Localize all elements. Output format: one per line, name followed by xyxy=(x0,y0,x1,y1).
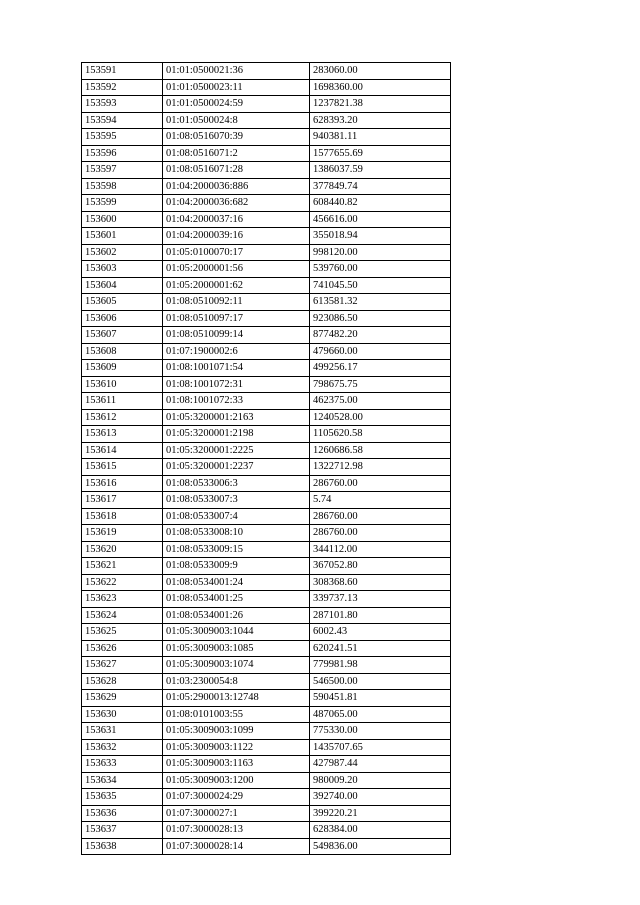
row-number-cell: 153620 xyxy=(82,541,163,558)
value-cell: 1260686.58 xyxy=(310,442,451,459)
cadastral-number-cell: 01:07:3000024:29 xyxy=(163,789,310,806)
cadastral-number-cell: 01:08:0533008:10 xyxy=(163,525,310,542)
row-number-cell: 153635 xyxy=(82,789,163,806)
cadastral-number-cell: 01:01:0500024:59 xyxy=(163,96,310,113)
cadastral-number-cell: 01:01:0500023:11 xyxy=(163,79,310,96)
cadastral-number-cell: 01:05:3009003:1200 xyxy=(163,772,310,789)
value-cell: 1386037.59 xyxy=(310,162,451,179)
value-cell: 590451.81 xyxy=(310,690,451,707)
row-number-cell: 153600 xyxy=(82,211,163,228)
row-number-cell: 153611 xyxy=(82,393,163,410)
table-row xyxy=(82,426,451,443)
value-cell: 923086.50 xyxy=(310,310,451,327)
row-number-cell: 153628 xyxy=(82,673,163,690)
table-row xyxy=(82,376,451,393)
row-number-cell: 153629 xyxy=(82,690,163,707)
value-cell: 1322712.98 xyxy=(310,459,451,476)
cadastral-number-cell: 01:08:0534001:24 xyxy=(163,574,310,591)
table-row xyxy=(82,525,451,542)
table-row xyxy=(82,228,451,245)
cadastral-number-cell: 01:05:0100070:17 xyxy=(163,244,310,261)
table-row xyxy=(82,591,451,608)
table-row xyxy=(82,723,451,740)
cadastral-number-cell: 01:08:0533006:3 xyxy=(163,475,310,492)
table-row xyxy=(82,63,451,80)
cadastral-number-cell: 01:05:3200001:2225 xyxy=(163,442,310,459)
row-number-cell: 153627 xyxy=(82,657,163,674)
cadastral-number-cell: 01:08:0533007:3 xyxy=(163,492,310,509)
value-cell: 399220.21 xyxy=(310,805,451,822)
table-row xyxy=(82,822,451,839)
table-row xyxy=(82,360,451,377)
table-row xyxy=(82,343,451,360)
table-row xyxy=(82,690,451,707)
value-cell: 6002.43 xyxy=(310,624,451,641)
row-number-cell: 153624 xyxy=(82,607,163,624)
row-number-cell: 153631 xyxy=(82,723,163,740)
table-row xyxy=(82,261,451,278)
cadastral-number-cell: 01:01:0500024:8 xyxy=(163,112,310,129)
value-cell: 355018.94 xyxy=(310,228,451,245)
row-number-cell: 153612 xyxy=(82,409,163,426)
value-cell: 499256.17 xyxy=(310,360,451,377)
cadastral-number-cell: 01:08:1001071:54 xyxy=(163,360,310,377)
cadastral-number-cell: 01:08:1001072:33 xyxy=(163,393,310,410)
row-number-cell: 153633 xyxy=(82,756,163,773)
row-number-cell: 153594 xyxy=(82,112,163,129)
value-cell: 613581.32 xyxy=(310,294,451,311)
table-row xyxy=(82,310,451,327)
row-number-cell: 153637 xyxy=(82,822,163,839)
value-cell: 620241.51 xyxy=(310,640,451,657)
value-cell: 286760.00 xyxy=(310,525,451,542)
value-cell: 286760.00 xyxy=(310,475,451,492)
table-row xyxy=(82,838,451,855)
row-number-cell: 153601 xyxy=(82,228,163,245)
cadastral-number-cell: 01:05:3009003:1099 xyxy=(163,723,310,740)
cadastral-number-cell: 01:04:2000037:16 xyxy=(163,211,310,228)
cadastral-number-cell: 01:08:0534001:26 xyxy=(163,607,310,624)
table-row xyxy=(82,327,451,344)
table-row xyxy=(82,178,451,195)
row-number-cell: 153636 xyxy=(82,805,163,822)
row-number-cell: 153605 xyxy=(82,294,163,311)
row-number-cell: 153593 xyxy=(82,96,163,113)
table-row xyxy=(82,657,451,674)
value-cell: 392740.00 xyxy=(310,789,451,806)
row-number-cell: 153608 xyxy=(82,343,163,360)
table-row xyxy=(82,541,451,558)
table-row xyxy=(82,789,451,806)
cadastral-number-cell: 01:08:0533009:9 xyxy=(163,558,310,575)
row-number-cell: 153602 xyxy=(82,244,163,261)
cadastral-number-cell: 01:05:3009003:1074 xyxy=(163,657,310,674)
cadastral-value-table xyxy=(81,62,451,855)
cadastral-number-cell: 01:08:1001072:31 xyxy=(163,376,310,393)
row-number-cell: 153591 xyxy=(82,63,163,80)
row-number-cell: 153638 xyxy=(82,838,163,855)
cadastral-number-cell: 01:05:3200001:2198 xyxy=(163,426,310,443)
cadastral-number-cell: 01:05:3200001:2163 xyxy=(163,409,310,426)
row-number-cell: 153606 xyxy=(82,310,163,327)
row-number-cell: 153599 xyxy=(82,195,163,212)
value-cell: 1105620.58 xyxy=(310,426,451,443)
table-row xyxy=(82,574,451,591)
table-row xyxy=(82,409,451,426)
cadastral-number-cell: 01:03:2300054:8 xyxy=(163,673,310,690)
row-number-cell: 153617 xyxy=(82,492,163,509)
cadastral-number-cell: 01:05:2000001:62 xyxy=(163,277,310,294)
value-cell: 427987.44 xyxy=(310,756,451,773)
value-cell: 628393.20 xyxy=(310,112,451,129)
table-row xyxy=(82,112,451,129)
table-row xyxy=(82,195,451,212)
value-cell: 286760.00 xyxy=(310,508,451,525)
table-row xyxy=(82,277,451,294)
value-cell: 549836.00 xyxy=(310,838,451,855)
value-cell: 487065.00 xyxy=(310,706,451,723)
cadastral-number-cell: 01:05:3009003:1085 xyxy=(163,640,310,657)
value-cell: 779981.98 xyxy=(310,657,451,674)
row-number-cell: 153619 xyxy=(82,525,163,542)
table-row xyxy=(82,442,451,459)
row-number-cell: 153604 xyxy=(82,277,163,294)
value-cell: 377849.74 xyxy=(310,178,451,195)
cadastral-number-cell: 01:08:0516071:2 xyxy=(163,145,310,162)
value-cell: 546500.00 xyxy=(310,673,451,690)
row-number-cell: 153614 xyxy=(82,442,163,459)
value-cell: 367052.80 xyxy=(310,558,451,575)
value-cell: 877482.20 xyxy=(310,327,451,344)
value-cell: 5.74 xyxy=(310,492,451,509)
table-row xyxy=(82,475,451,492)
table-row xyxy=(82,162,451,179)
value-cell: 980009.20 xyxy=(310,772,451,789)
table-row xyxy=(82,129,451,146)
value-cell: 339737.13 xyxy=(310,591,451,608)
table-row xyxy=(82,558,451,575)
cadastral-number-cell: 01:05:3009003:1044 xyxy=(163,624,310,641)
table-row xyxy=(82,393,451,410)
value-cell: 940381.11 xyxy=(310,129,451,146)
table-row xyxy=(82,294,451,311)
row-number-cell: 153625 xyxy=(82,624,163,641)
value-cell: 1698360.00 xyxy=(310,79,451,96)
table-row xyxy=(82,244,451,261)
row-number-cell: 153630 xyxy=(82,706,163,723)
row-number-cell: 153613 xyxy=(82,426,163,443)
value-cell: 344112.00 xyxy=(310,541,451,558)
table-row xyxy=(82,624,451,641)
table-row xyxy=(82,706,451,723)
value-cell: 462375.00 xyxy=(310,393,451,410)
value-cell: 741045.50 xyxy=(310,277,451,294)
cadastral-number-cell: 01:07:3000028:13 xyxy=(163,822,310,839)
row-number-cell: 153634 xyxy=(82,772,163,789)
table-row xyxy=(82,756,451,773)
table-row xyxy=(82,772,451,789)
row-number-cell: 153596 xyxy=(82,145,163,162)
value-cell: 283060.00 xyxy=(310,63,451,80)
value-cell: 798675.75 xyxy=(310,376,451,393)
cadastral-number-cell: 01:05:3200001:2237 xyxy=(163,459,310,476)
cadastral-number-cell: 01:08:0533009:15 xyxy=(163,541,310,558)
row-number-cell: 153618 xyxy=(82,508,163,525)
value-cell: 628384.00 xyxy=(310,822,451,839)
value-cell: 456616.00 xyxy=(310,211,451,228)
row-number-cell: 153609 xyxy=(82,360,163,377)
cadastral-number-cell: 01:07:3000028:14 xyxy=(163,838,310,855)
row-number-cell: 153622 xyxy=(82,574,163,591)
cadastral-number-cell: 01:08:0516071:28 xyxy=(163,162,310,179)
table-row xyxy=(82,492,451,509)
table-row xyxy=(82,607,451,624)
cadastral-number-cell: 01:07:3000027:1 xyxy=(163,805,310,822)
cadastral-number-cell: 01:08:0101003:55 xyxy=(163,706,310,723)
cadastral-number-cell: 01:08:0510099:14 xyxy=(163,327,310,344)
cadastral-number-cell: 01:08:0516070:39 xyxy=(163,129,310,146)
value-cell: 1237821.38 xyxy=(310,96,451,113)
cadastral-number-cell: 01:04:2000036:682 xyxy=(163,195,310,212)
cadastral-number-cell: 01:04:2000036:886 xyxy=(163,178,310,195)
row-number-cell: 153615 xyxy=(82,459,163,476)
table-row xyxy=(82,508,451,525)
cadastral-number-cell: 01:07:1900002:6 xyxy=(163,343,310,360)
table-row xyxy=(82,805,451,822)
value-cell: 479660.00 xyxy=(310,343,451,360)
value-cell: 287101.80 xyxy=(310,607,451,624)
table-row xyxy=(82,640,451,657)
table-row xyxy=(82,459,451,476)
table-row xyxy=(82,96,451,113)
row-number-cell: 153592 xyxy=(82,79,163,96)
value-cell: 1435707.65 xyxy=(310,739,451,756)
cadastral-number-cell: 01:08:0510097:17 xyxy=(163,310,310,327)
table-row xyxy=(82,673,451,690)
cadastral-number-cell: 01:08:0533007:4 xyxy=(163,508,310,525)
value-cell: 308368.60 xyxy=(310,574,451,591)
row-number-cell: 153632 xyxy=(82,739,163,756)
table-row xyxy=(82,739,451,756)
row-number-cell: 153595 xyxy=(82,129,163,146)
row-number-cell: 153610 xyxy=(82,376,163,393)
cadastral-number-cell: 01:08:0534001:25 xyxy=(163,591,310,608)
cadastral-number-cell: 01:05:2000001:56 xyxy=(163,261,310,278)
row-number-cell: 153597 xyxy=(82,162,163,179)
table-row xyxy=(82,145,451,162)
row-number-cell: 153626 xyxy=(82,640,163,657)
row-number-cell: 153598 xyxy=(82,178,163,195)
cadastral-number-cell: 01:05:2900013:12748 xyxy=(163,690,310,707)
value-cell: 775330.00 xyxy=(310,723,451,740)
cadastral-number-cell: 01:08:0510092:11 xyxy=(163,294,310,311)
cadastral-number-cell: 01:04:2000039:16 xyxy=(163,228,310,245)
value-cell: 608440.82 xyxy=(310,195,451,212)
value-cell: 1240528.00 xyxy=(310,409,451,426)
row-number-cell: 153616 xyxy=(82,475,163,492)
table-body xyxy=(82,63,451,855)
row-number-cell: 153621 xyxy=(82,558,163,575)
value-cell: 1577655.69 xyxy=(310,145,451,162)
row-number-cell: 153623 xyxy=(82,591,163,608)
cadastral-number-cell: 01:01:0500021:36 xyxy=(163,63,310,80)
value-cell: 998120.00 xyxy=(310,244,451,261)
cadastral-number-cell: 01:05:3009003:1163 xyxy=(163,756,310,773)
table-row xyxy=(82,211,451,228)
table-row xyxy=(82,79,451,96)
row-number-cell: 153603 xyxy=(82,261,163,278)
value-cell: 539760.00 xyxy=(310,261,451,278)
cadastral-number-cell: 01:05:3009003:1122 xyxy=(163,739,310,756)
row-number-cell: 153607 xyxy=(82,327,163,344)
